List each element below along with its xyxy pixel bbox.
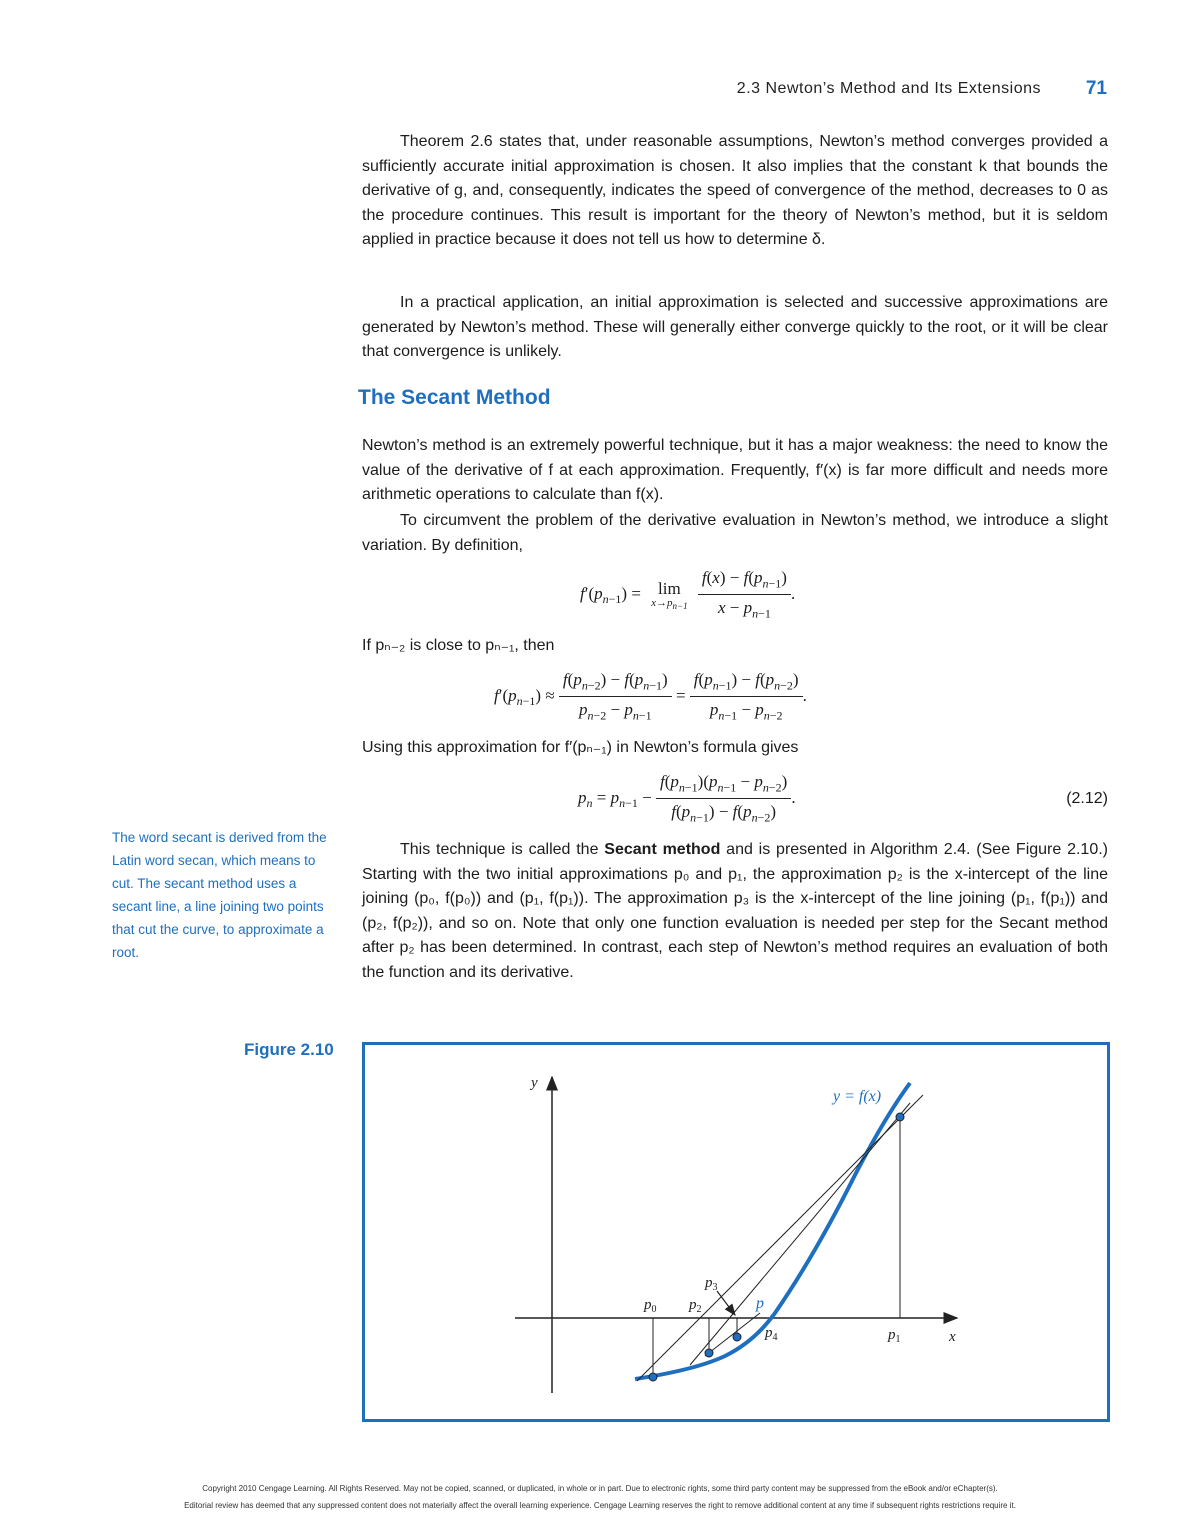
section-title: 2.3 Newton’s Method and Its Extensions [736,80,1041,97]
secant-paragraph-3: If pₙ₋₂ is close to pₙ₋₁, then [362,637,555,654]
point-p2 [705,1349,713,1357]
figure-frame [362,1042,1110,1422]
secant-line-p1-p2 [690,1103,910,1365]
copyright-line-2: Editorial review has deemed that any suppressed content does not materially affect the overall learning experience. Cengage Learning reserves the right to remove additional content at any time if subsequent rights restrictions require it. [184,1501,1016,1510]
copyright-line-1: Copyright 2010 Cengage Learning. All Rights Reserved. May not be copied, scanned, or duplicated, in whole or in part. Due to electronic rights, some third party content may be suppressed from the eBook and/or eChapter(s). [202,1484,998,1493]
label-root-p: p [756,1295,764,1312]
label-p3: $p_3$ [705,1275,718,1293]
point-p0 [649,1373,657,1381]
p3-arrow [717,1291,735,1315]
secant-paragraph-5: This technique is called the Secant method and is presented in Algorithm 2.4. (See Figure 2.10.) Starting with the two initial approximations p₀ and p₁, the approximation p₂ is the x-intercept of the line joining (p₀, f(p₀)) and (p₁, f(p₁)). The approximation p₃ is the x-intercept of the line joining (p₁, f(p₁)) and (p₂, f(p₂)), and so on. Note that only one function evaluation is needed per step for the Secant method after p₂ has been determined. In contrast, each step of Newton’s method requires an evaluation of both the function and its derivative. [362,841,1108,981]
margin-note: The word secant is derived from the Latin word secan, which means to cut. The secant method uses a secant line, a line joining two points that cut the curve, to approximate a root. [112,830,327,960]
secant-paragraph-4: Using this approximation for f′(pₙ₋₁) in Newton’s formula gives [362,739,799,756]
secant-paragraph-2: To circumvent the problem of the derivative evaluation in Newton’s method, we introduce a slight variation. By definition, [362,512,1108,554]
point-p3 [733,1333,741,1341]
section-heading: The Secant Method [358,386,551,409]
y-axis-label: y [531,1075,538,1091]
secant-line-p2-p3 [705,1313,760,1356]
running-head [0,78,1107,102]
label-p0: $p_0$ [644,1297,657,1315]
equation-derivative-definition: $f'(p_{n-1}) = \lim$ $x\to p_{n-1}$ $\frac{f(x) - f(p_{n-1})}{x - p_{n-1}}$ . [580,568,796,621]
label-p4: $p_4$ [765,1325,778,1343]
term-secant-method: Secant method [604,841,721,858]
equation-secant-formula: $p_n = p_{n-1}$ − $\frac{f(p_{n-1})(p_{n-1} - p_{n-2})}{f(p_{n-1}) - f(p_{n-2})}$ . [578,772,796,825]
intro-paragraph-2: In a practical application, an initial approximation is selected and successive approximations are generated by Newton’s method. These will generally either converge quickly to the root, or it will be clear that convergence is unlikely. [362,294,1108,361]
x-axis-label: x [949,1329,956,1345]
point-p1 [896,1113,904,1121]
copyright-footer [0,1480,1200,1514]
equation-derivative-approximation: $f'(p_{n-1})$ ≈ $\frac{f(p_{n-2}) - f(p_{n-1})}{p_{n-2} - p_{n-1}}$ = $\frac{f(p_{n-1}) - f(p_{n-2})}{p_{n-1} - p_{n-2}}$ . [494,670,807,723]
equation-number: (2.12) [1066,790,1108,807]
secant-paragraph-1: Newton’s method is an extremely powerful technique, but it has a major weakness: the need to know the value of the derivative of f at each approximation. Frequently, f′(x) is far more difficult and needs more arithmetic operations to calculate than f(x). [362,437,1108,504]
intro-paragraph-1: Theorem 2.6 states that, under reasonable assumptions, Newton’s method converges provided a sufficiently accurate initial approximation is chosen. It also implies that the constant k that bounds the derivative of g, and, consequently, indicates the speed of convergence of the method, decreases to 0 as the procedure continues. This result is important for the theory of Newton’s method, but it is seldom applied in practice because it does not tell us how to determine δ. [362,133,1108,249]
figure-label: Figure 2.10 [244,1040,334,1059]
label-p2: $p_2$ [689,1297,702,1315]
page-number: 71 [1085,78,1107,99]
label-p1: $p_1$ [888,1327,901,1345]
secant-figure [365,1045,1107,1419]
curve-label: y = f(x) [833,1088,882,1105]
